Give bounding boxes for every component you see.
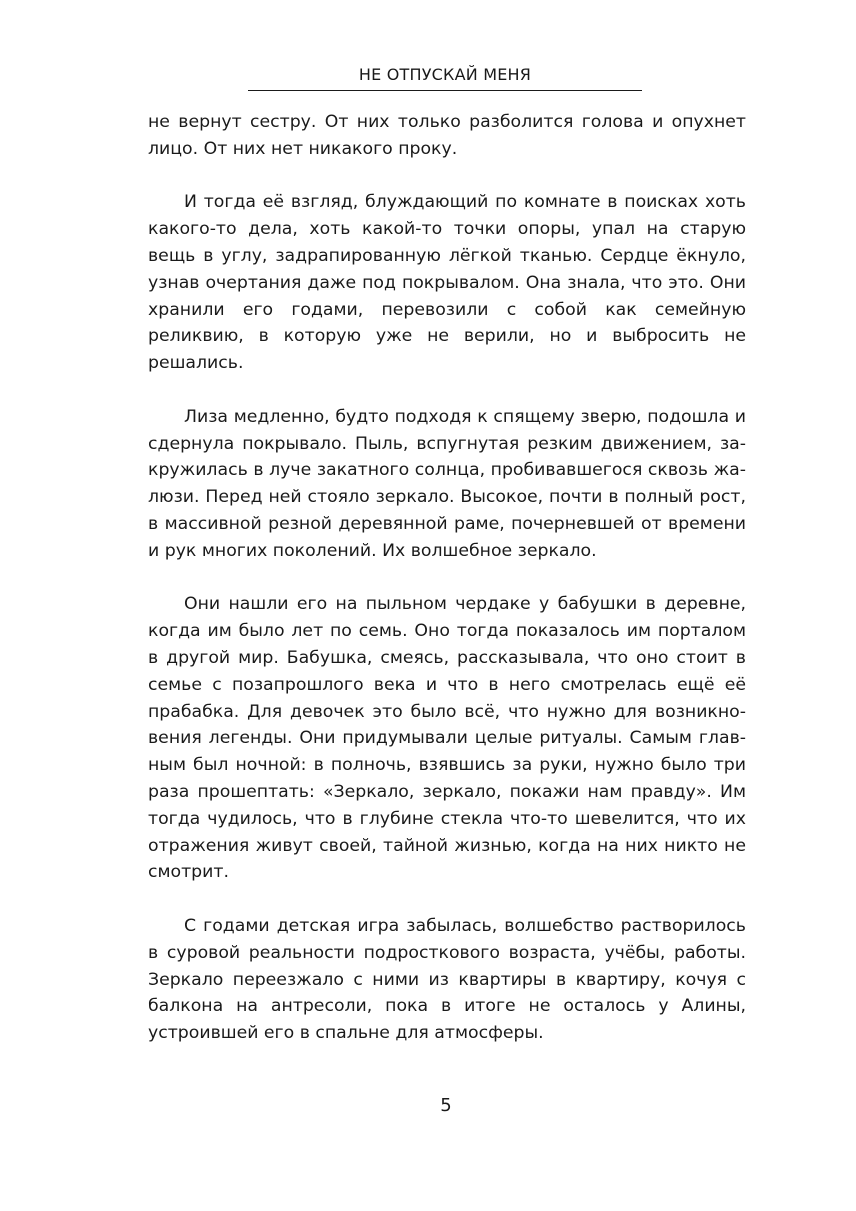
body-text	[148, 109, 746, 1047]
paragraph: И тогда её взгляд, блуждающий по комнате в поисках хоть какого-то дела, хоть какой-то точки опоры, упал на старую вещь в углу, задрапированную лёгкой тканью. Сердце ёкнуло, узнав очертания даже под покрывалом. Она знала, что это. Они хранили его годами, перевозили с собой как семейную реликвию, в которую уже не верили, но и выбросить не решались.	[148, 192, 746, 374]
paragraph-continued: не вернут сестру. От них только разболится голова и опухнет лицо. От них нет никакого проку.	[148, 112, 746, 159]
paragraph: С годами детская игра забылась, волшебство растворилось в суровой реальности подросткового возраста, учёбы, работы. Зеркало переезжало с ними из квартиры в квартиру, кочуя с балкона на антресоли, пока в итоге не осталось у Алины, устроившей его в спальне для атмосферы.	[148, 915, 746, 1044]
page-number: 5	[440, 1095, 452, 1116]
running-head-title: НЕ ОТПУСКАЙ МЕНЯ	[248, 62, 642, 91]
paragraph: Они нашли его на пыльном чердаке у бабушки в деревне, когда им было лет по семь. Оно тогда показалось им порталом в другой мир. Бабушка, смеясь, рассказывала, что оно стоит в семье с позапрошлого века и что в него смотрелась ещё её прабабка. Для девочек это было всё, что нужно для возникновения легенды. Они придумывали целые ритуалы. Самым главным был ночной: в полночь, взявшись за руки, нужно было три раза прошептать: «Зеркало, зеркало, покажи нам правду». Им тогда чудилось, что в глубине стекла что-то шевелится, что их отражения живут своей, тайной жизнью, когда на них никто не смотрит.	[148, 594, 746, 883]
paragraph: Лиза медленно, будто подходя к спящему зверю, подошла и сдернула покрывало. Пыль, вспугнутая резким движением, закружилась в луче закатного солнца, пробивавшегося сквозь жалюзи. Перед ней стояло зеркало. Высокое, почти в полный рост, в массивной резной деревянной раме, почерневшей от времени и рук многих поколений. Их волшебное зеркало.	[148, 406, 746, 561]
